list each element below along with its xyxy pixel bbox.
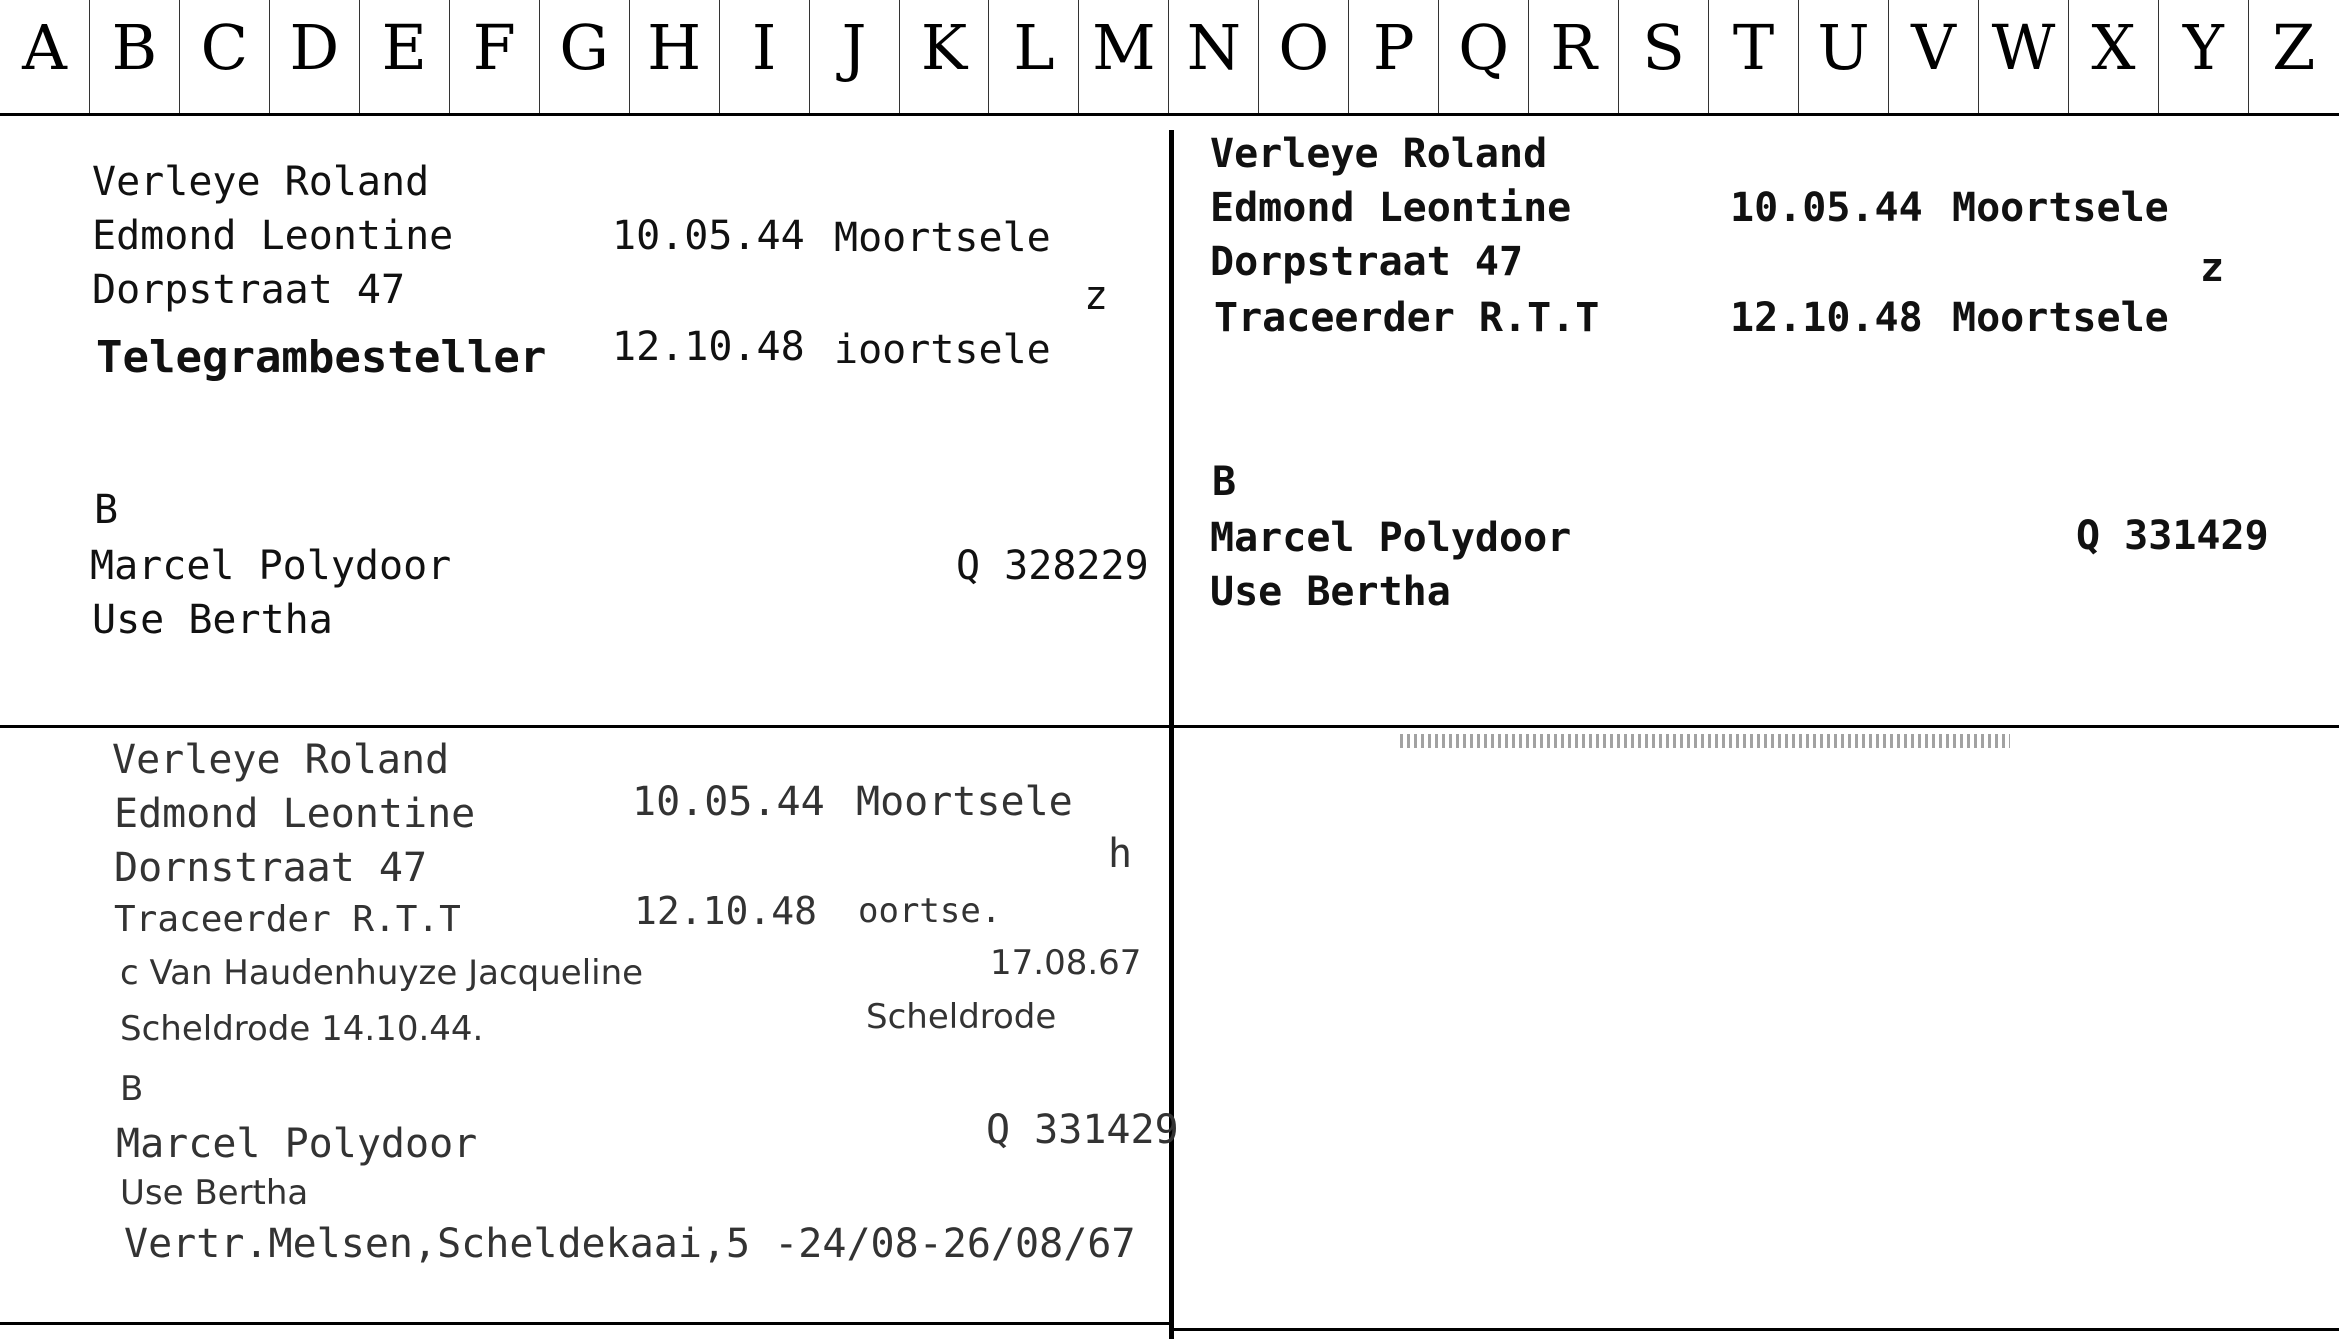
record-code: Q 328229 (956, 543, 1149, 589)
spouse-parents: Marcel Polydoor (90, 543, 452, 589)
birth-date: 10.05.44 (632, 779, 825, 825)
index-letter-b: B (90, 0, 180, 113)
index-letter-m: M (1079, 0, 1169, 113)
section-letter: B (120, 1069, 144, 1109)
index-letter-p: P (1349, 0, 1439, 113)
annotation-note: Vertr.Melsen,Scheldekaai,5 -24/08-26/08/67 (124, 1221, 1136, 1267)
index-letter-i: I (720, 0, 810, 113)
record-code: Q 331429 (2076, 513, 2269, 559)
birth-place: Moortsele (834, 215, 1051, 261)
horizontal-divider-bottom-right (1174, 1328, 2339, 1331)
alphabet-index-bar (0, 0, 2339, 116)
occupation-place: Moortsele (1952, 295, 2169, 341)
marriage-place: Scheldrode (866, 997, 1057, 1037)
index-letter-q: Q (1439, 0, 1529, 113)
index-letter-z: Z (2272, 11, 2316, 84)
index-letter-y: Y (2159, 0, 2249, 113)
address: Dornstraat 47 (114, 845, 428, 891)
index-letter-h: H (630, 0, 720, 113)
occupation-date: 12.10.48 (612, 324, 805, 370)
index-letter-f: F (450, 0, 540, 113)
address: Dorpstraat 47 (92, 267, 406, 313)
index-letter-c: C (180, 0, 270, 113)
horizontal-divider-bottom-left (0, 1322, 1170, 1325)
person-name: Verleye Roland (1210, 131, 1548, 177)
birth-date: 10.05.44 (612, 213, 805, 259)
marker-letter: h (1108, 831, 1133, 877)
index-letter-k: K (900, 0, 990, 113)
index-letter-n: N (1169, 0, 1259, 113)
index-letter-t: T (1709, 0, 1799, 113)
spouse-birth: Scheldrode 14.10.44. (120, 1009, 484, 1049)
parents-names: Edmond Leontine (92, 213, 454, 259)
section-letter: B (1212, 459, 1237, 505)
spouse-name: c Van Haudenhuyze Jacqueline (120, 953, 644, 993)
person-name: Verleye Roland (112, 737, 450, 783)
occupation: Traceerder R.T.T (1214, 295, 1600, 341)
index-letter-o: O (1259, 0, 1349, 113)
index-letter-g: G (540, 0, 630, 113)
birth-place: Moortsele (856, 779, 1073, 825)
spouse-mother: Use Bertha (1210, 569, 1451, 615)
section-letter: B (94, 487, 119, 533)
index-letter-l: L (989, 0, 1079, 113)
spouse-parents: Marcel Polydoor (116, 1121, 478, 1167)
marker-letter: z (1084, 273, 1109, 319)
index-letter-w: W (1979, 0, 2069, 113)
index-letter-x: X (2069, 0, 2159, 113)
birth-place: Moortsele (1952, 185, 2169, 231)
ink-smudge (1400, 734, 2010, 748)
index-letter-v: V (1889, 0, 1979, 113)
occupation-place: oortse. (858, 891, 1002, 931)
address: Dorpstraat 47 (1210, 239, 1524, 285)
spouse-mother: Use Bertha (92, 597, 333, 643)
person-name: Verleye Roland (92, 159, 430, 205)
index-letter-j: J (810, 0, 900, 113)
occupation-place: ioortsele (834, 327, 1051, 373)
index-letter-u: U (1799, 0, 1889, 113)
index-letter-r: R (1529, 0, 1619, 113)
index-letter-d: D (270, 0, 360, 113)
index-letter-e: E (360, 0, 450, 113)
parents-names: Edmond Leontine (1210, 185, 1572, 231)
record-code: Q 331429 (986, 1107, 1179, 1153)
index-letter-s: S (1619, 0, 1709, 113)
marriage-date: 17.08.67 (990, 943, 1142, 983)
occupation: Traceerder R.T.T (114, 899, 461, 940)
birth-date: 10.05.44 (1730, 185, 1923, 231)
marker-letter: z (2200, 245, 2225, 291)
spouse-parents: Marcel Polydoor (1210, 515, 1572, 561)
spouse-mother: Use Bertha (120, 1173, 309, 1213)
occupation-date: 12.10.48 (1730, 295, 1923, 341)
parents-names: Edmond Leontine (114, 791, 476, 837)
horizontal-divider-middle (0, 725, 2339, 728)
index-letter-a: A (0, 0, 90, 113)
occupation-date: 12.10.48 (634, 889, 818, 933)
vertical-divider (1169, 130, 1174, 1339)
occupation: Telegrambesteller (96, 332, 547, 383)
